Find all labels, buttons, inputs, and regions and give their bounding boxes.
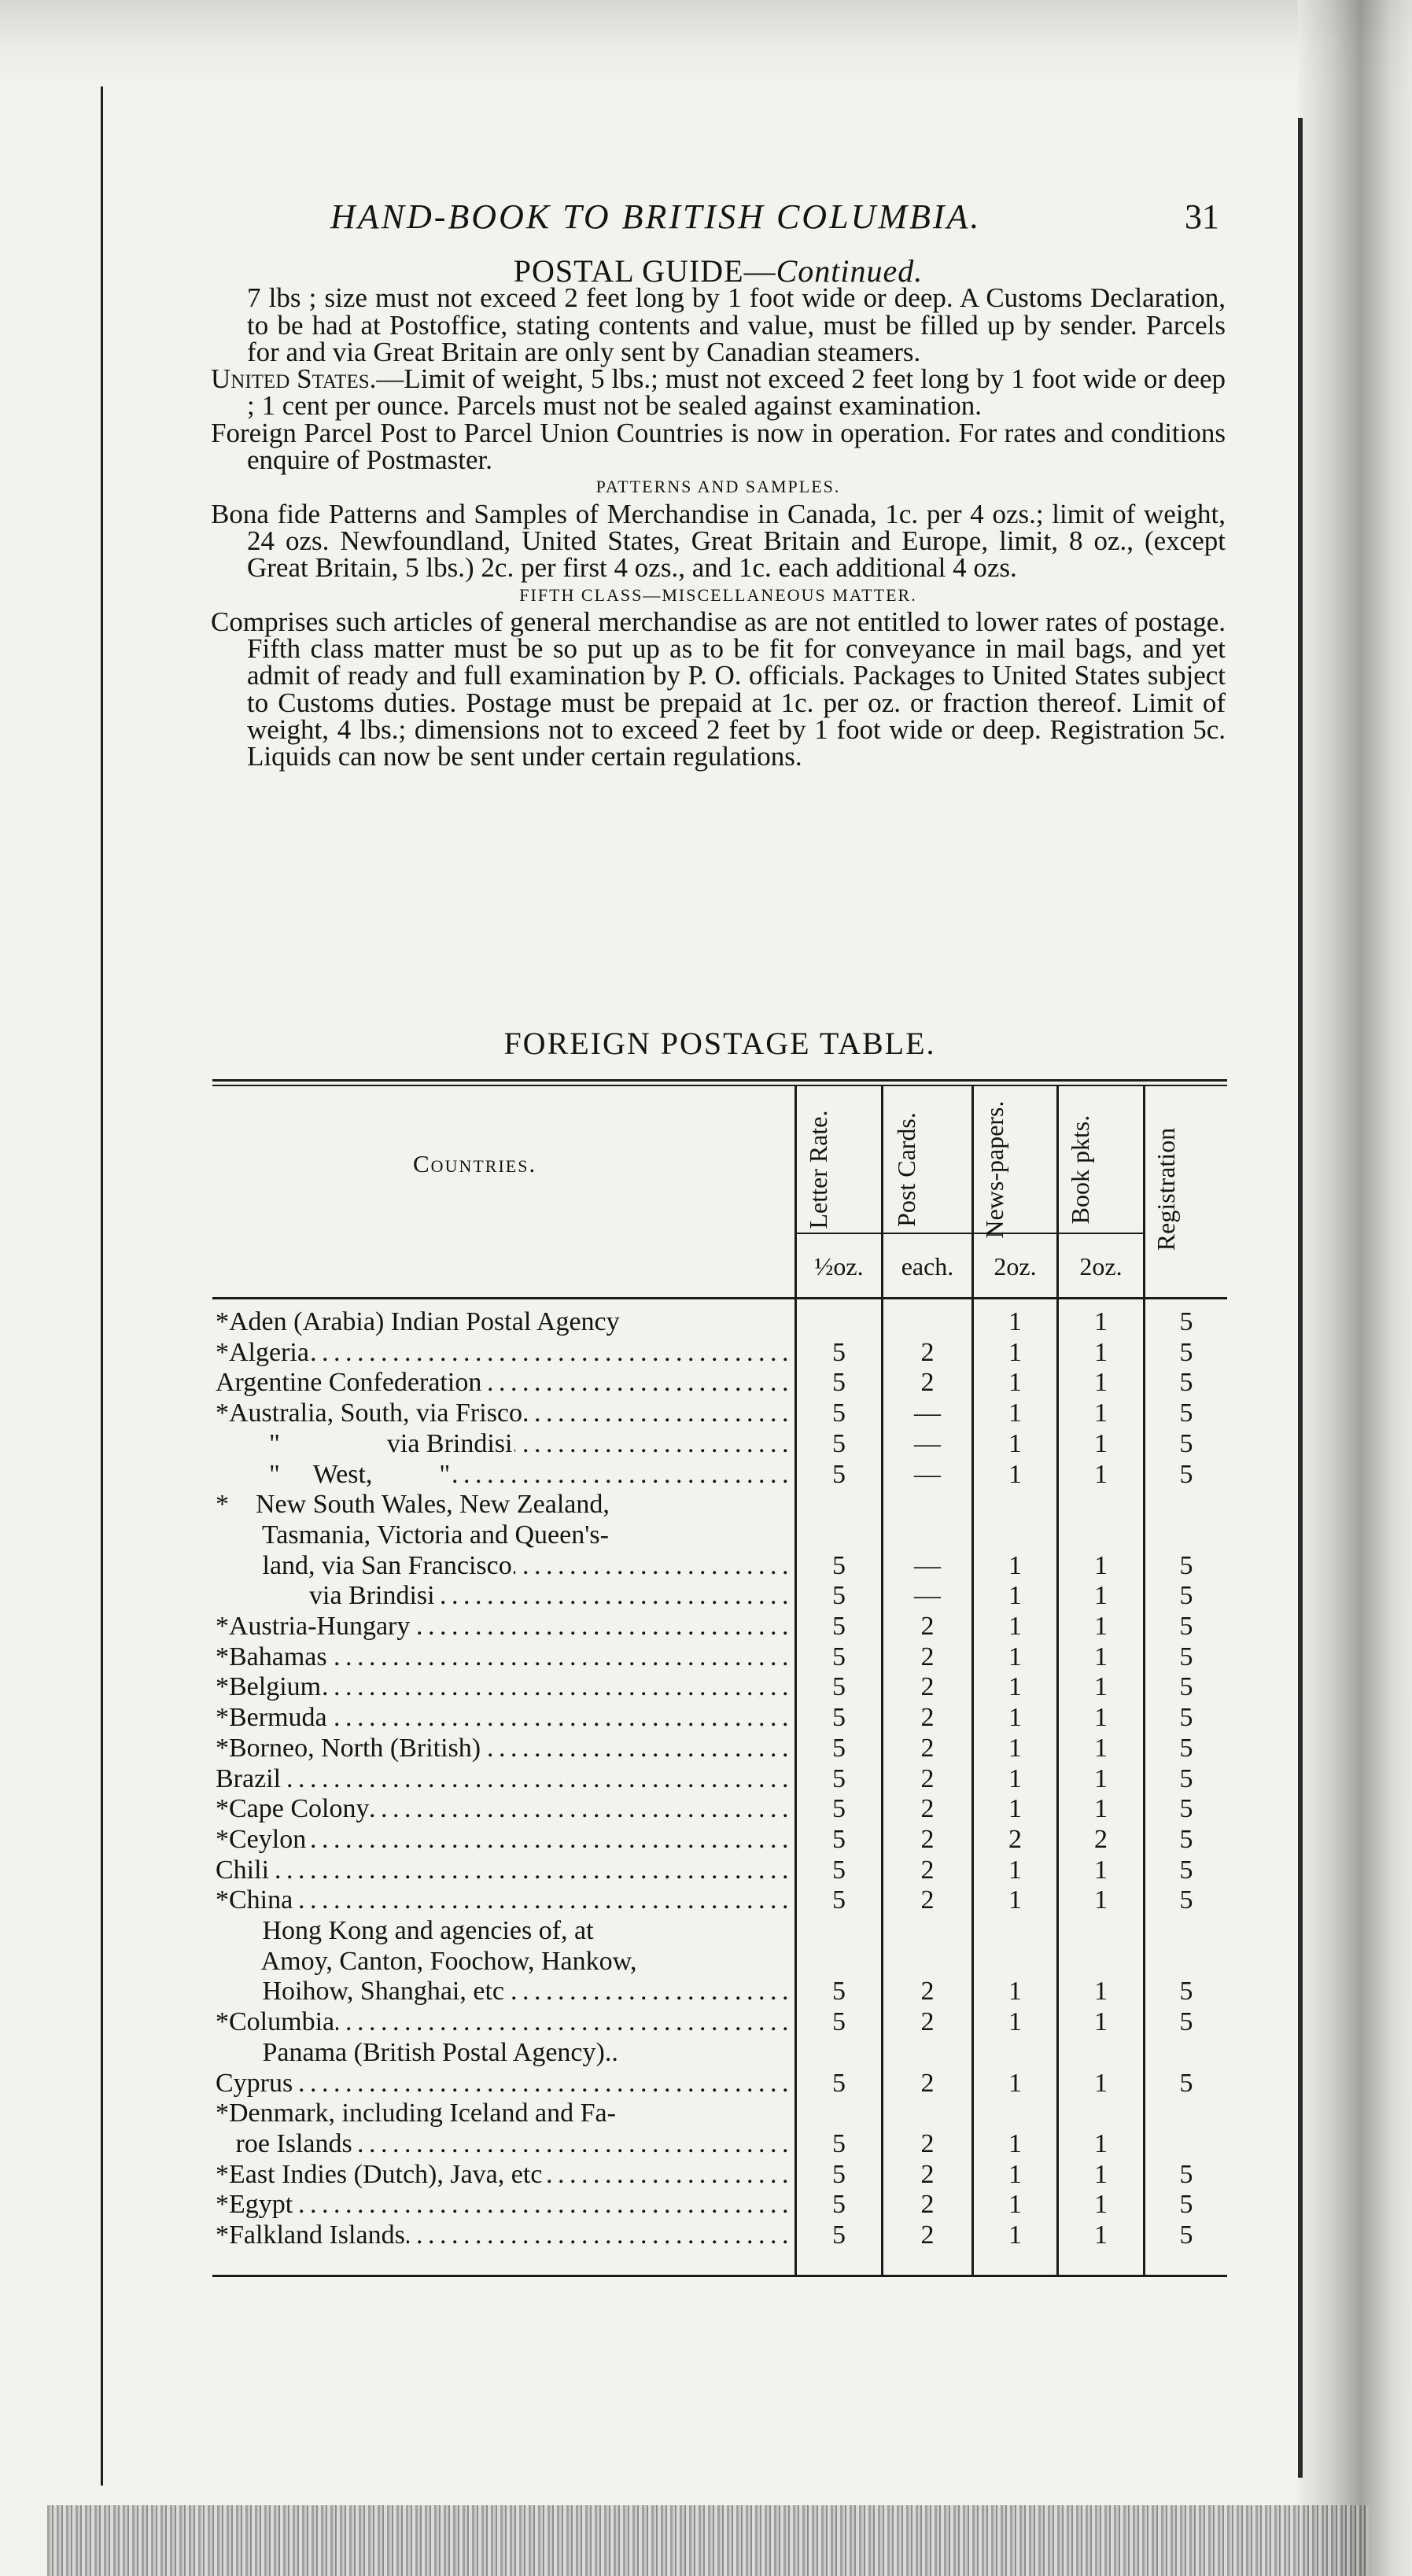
- reg-cell: 5: [1179, 1642, 1193, 1671]
- news-cell: 1: [1008, 2007, 1022, 2037]
- post-cell: 2: [920, 1672, 935, 1702]
- country-cell: [216, 2220, 790, 2250]
- country-cell: [216, 1612, 790, 1642]
- post-cell: 2: [920, 1763, 935, 1793]
- col-header-registration: Registration: [1152, 1127, 1180, 1251]
- country-cell: [216, 1307, 790, 1337]
- book-cell: [1059, 1916, 1143, 1946]
- post-cell: 2: [920, 1337, 935, 1367]
- reg-cell: [1145, 1916, 1227, 1946]
- country-name: *Egypt: [216, 2190, 293, 2220]
- reg-cell: 5: [1179, 1977, 1193, 2007]
- table-row: [212, 1885, 1227, 1915]
- unit-post-cards: each.: [901, 1252, 954, 1281]
- news-cell: [974, 2038, 1056, 2068]
- country-name: *Falkland Islands: [216, 2220, 405, 2250]
- post-cell: 2: [920, 1855, 935, 1885]
- table-row: [212, 1642, 1227, 1672]
- letter-cell: 5: [832, 1550, 846, 1580]
- reg-cell: 5: [1179, 1824, 1193, 1854]
- news-cell: 1: [1008, 1794, 1022, 1824]
- book-cell: 1: [1094, 1733, 1108, 1763]
- table-row: [212, 1490, 1227, 1520]
- reg-cell: [1145, 2038, 1227, 2068]
- book-cell: 1: [1094, 1612, 1108, 1641]
- country-name: *Ceylon: [216, 1824, 307, 1854]
- post-cell: [883, 1947, 971, 1977]
- table-row: [212, 1703, 1227, 1733]
- news-cell: 1: [1008, 1581, 1022, 1611]
- news-cell: 1: [1008, 1337, 1022, 1367]
- news-cell: 1: [1008, 1642, 1022, 1671]
- book-cell: [1059, 2038, 1143, 2068]
- table-row: [212, 1734, 1227, 1763]
- country-name: Amoy, Canton, Foochow, Hankow,: [216, 1946, 637, 1976]
- post-cell: —: [914, 1550, 941, 1580]
- country-name: *Denmark, including Iceland and Fa-: [216, 2099, 616, 2128]
- post-cell: [883, 1307, 971, 1337]
- post-cell: [883, 1916, 971, 1946]
- country-cell: [216, 1520, 790, 1550]
- table-row: [212, 2007, 1227, 2037]
- reg-cell: 5: [1179, 1459, 1193, 1489]
- table-bottom-rule: [212, 2275, 1227, 2277]
- table-row: [212, 1947, 1227, 1977]
- scan-edge-right: [1298, 0, 1412, 2576]
- table-row: [212, 2160, 1227, 2190]
- country-cell: [216, 1856, 790, 1885]
- news-cell: 1: [1008, 2220, 1022, 2250]
- country-cell: [216, 1734, 790, 1763]
- table-row: [212, 1916, 1227, 1946]
- post-cell: 2: [920, 2159, 935, 2189]
- table-row: [212, 1581, 1227, 1611]
- reg-cell: 5: [1179, 2068, 1193, 2098]
- col-header-newspapers: News-papers.: [980, 1100, 1008, 1239]
- reg-cell: 5: [1179, 1763, 1193, 1793]
- news-cell: 1: [1008, 2128, 1022, 2158]
- table-row: [212, 1399, 1227, 1428]
- letter-cell: 5: [832, 1794, 846, 1824]
- table-row: [212, 1307, 1227, 1337]
- country-name: *Bahamas: [216, 1642, 327, 1671]
- reg-cell: 5: [1179, 1612, 1193, 1641]
- book-cell: 1: [1094, 2007, 1108, 2037]
- letter-cell: 5: [832, 1977, 846, 2007]
- letter-cell: 5: [832, 1612, 846, 1641]
- table-row: [212, 1368, 1227, 1398]
- country-name: land, via San Francisco: [216, 1550, 512, 1580]
- reg-cell: 5: [1179, 2220, 1193, 2250]
- reg-cell: 5: [1179, 2159, 1193, 2189]
- letter-cell: 5: [832, 1672, 846, 1702]
- table-row: [212, 2129, 1227, 2159]
- letter-cell: 5: [832, 1368, 846, 1398]
- unit-newspapers: 2oz.: [994, 1252, 1037, 1281]
- country-name: " West, ": [216, 1459, 451, 1489]
- reg-cell: 5: [1179, 1337, 1193, 1367]
- post-cell: 2: [920, 1612, 935, 1641]
- post-cell: 2: [920, 2190, 935, 2220]
- page-outer-edge: [1298, 118, 1303, 2478]
- country-cell: [216, 1399, 790, 1428]
- book-cell: 1: [1094, 1885, 1108, 1915]
- book-cell: 1: [1094, 2190, 1108, 2220]
- news-cell: 1: [1008, 2190, 1022, 2220]
- table-title: FOREIGN POSTAGE TABLE.: [503, 1026, 936, 1061]
- book-cell: 1: [1094, 2159, 1108, 2189]
- reg-cell: 5: [1179, 1703, 1193, 1733]
- news-cell: 1: [1008, 2159, 1022, 2189]
- book-cell: 1: [1094, 1672, 1108, 1702]
- post-cell: 2: [920, 2220, 935, 2250]
- country-cell: [216, 1977, 790, 2007]
- letter-cell: 5: [832, 1459, 846, 1489]
- news-cell: 2: [1008, 1824, 1022, 1854]
- news-cell: 1: [1008, 1977, 1022, 2007]
- letter-cell: [797, 2038, 881, 2068]
- country-cell: [216, 2038, 790, 2068]
- table-row: [212, 1825, 1227, 1855]
- heading-fifth-class: FIFTH CLASS—MISCELLANEOUS MATTER.: [519, 584, 917, 605]
- country-name: Panama (British Postal Agency)..: [216, 2037, 618, 2067]
- table-row: [212, 1764, 1227, 1794]
- post-cell: —: [914, 1399, 941, 1428]
- letter-cell: [797, 1307, 881, 1337]
- book-cell: 1: [1094, 1550, 1108, 1580]
- book-cell: 1: [1094, 1337, 1108, 1367]
- book-cell: 1: [1094, 1794, 1108, 1824]
- news-cell: 1: [1008, 1550, 1022, 1580]
- news-cell: 1: [1008, 1855, 1022, 1885]
- post-cell: 2: [920, 1794, 935, 1824]
- reg-cell: 5: [1179, 1368, 1193, 1398]
- country-cell: [216, 1368, 790, 1398]
- letter-cell: 5: [832, 2068, 846, 2098]
- post-cell: 2: [920, 1368, 935, 1398]
- letter-cell: 5: [832, 1733, 846, 1763]
- news-cell: 1: [1008, 2068, 1022, 2098]
- book-cell: 1: [1094, 1855, 1108, 1885]
- section-title: [211, 253, 1226, 289]
- reg-cell: 5: [1179, 2007, 1193, 2037]
- book-cell: 1: [1094, 1428, 1108, 1458]
- country-cell: [216, 1460, 790, 1490]
- country-name: *Columbia: [216, 2007, 335, 2037]
- paragraph-parcel-union: Foreign Parcel Post to Parcel Union Countries is now in operation. For rates and conditions enquire of Postmaster.: [211, 417, 1226, 476]
- post-cell: —: [914, 1459, 941, 1489]
- table-row: [212, 2038, 1227, 2068]
- reg-cell: [1145, 1947, 1227, 1977]
- letter-cell: 5: [832, 2128, 846, 2158]
- country-name: *Cape Colony: [216, 1794, 370, 1824]
- united-states-lead: United States.: [211, 363, 377, 395]
- letter-cell: 5: [832, 1824, 846, 1854]
- table-row: [212, 2190, 1227, 2220]
- letter-cell: 5: [832, 1581, 846, 1611]
- reg-cell: [1145, 2099, 1227, 2128]
- news-cell: 1: [1008, 1368, 1022, 1398]
- reg-cell: 5: [1179, 1794, 1193, 1824]
- country-name: * New South Wales, New Zealand,: [216, 1490, 610, 1520]
- reg-cell: 5: [1179, 1307, 1193, 1336]
- post-cell: 2: [920, 1703, 935, 1733]
- book-cell: 1: [1094, 2220, 1108, 2250]
- news-cell: [974, 1490, 1056, 1520]
- table-row: [212, 2220, 1227, 2250]
- book-cell: [1059, 1490, 1143, 1520]
- post-cell: 2: [920, 1977, 935, 2007]
- post-cell: [883, 1520, 971, 1550]
- reg-cell: 5: [1179, 1885, 1193, 1915]
- letter-cell: 5: [832, 2190, 846, 2220]
- table-row: [212, 1977, 1227, 2007]
- section-title-main: POSTAL GUIDE—: [513, 253, 776, 289]
- country-cell: [216, 2099, 790, 2128]
- post-cell: [883, 2099, 971, 2128]
- running-header: [330, 197, 1219, 244]
- news-cell: 1: [1008, 1672, 1022, 1702]
- letter-cell: 5: [832, 1855, 846, 1885]
- reg-cell: 5: [1179, 1399, 1193, 1428]
- letter-cell: 5: [832, 1642, 846, 1671]
- table-row: [212, 1520, 1227, 1550]
- table-row: [212, 2099, 1227, 2128]
- book-cell: 1: [1094, 1368, 1108, 1398]
- table-row: [212, 1338, 1227, 1368]
- table-row: [212, 1551, 1227, 1581]
- table-row: [212, 2069, 1227, 2099]
- book-cell: 1: [1094, 1581, 1108, 1611]
- country-name: *Aden (Arabia) Indian Postal Agency: [216, 1307, 620, 1336]
- reg-cell: [1145, 1520, 1227, 1550]
- reg-cell: 5: [1179, 1428, 1193, 1458]
- paragraph-patterns: Bona fide Patterns and Samples of Merchandise in Canada, 1c. per 4 ozs.; limit of weight, 24 ozs. Newfoundland, United States, Great Britain and Europe, limit, 8 oz., (except Great Britain, 5 lbs.) 2c. per first 4 ozs., and 1c. each additional 4 ozs.: [211, 498, 1226, 584]
- book-cell: [1059, 1520, 1143, 1550]
- country-name: roe Islands: [216, 2128, 352, 2158]
- news-cell: 1: [1008, 1459, 1022, 1489]
- letter-cell: 5: [832, 1428, 846, 1458]
- book-cell: 1: [1094, 2068, 1108, 2098]
- table-row: [212, 1460, 1227, 1490]
- table-row: [212, 1794, 1227, 1824]
- country-name: *Bermuda: [216, 1703, 327, 1733]
- section-title-italic: Continued.: [776, 253, 924, 289]
- country-name: *Borneo, North (British): [216, 1733, 481, 1763]
- foreign-postage-table: [212, 1079, 1227, 2279]
- country-cell: [216, 1947, 790, 1977]
- country-name: *East Indies (Dutch), Java, etc: [216, 2159, 543, 2189]
- unit-book-packets: 2oz.: [1079, 1252, 1123, 1281]
- book-cell: 1: [1094, 1307, 1108, 1336]
- book-cell: 1: [1094, 1703, 1108, 1733]
- table-header-rule: [212, 1297, 1227, 1299]
- reg-cell: 5: [1179, 1672, 1193, 1702]
- post-cell: 2: [920, 1733, 935, 1763]
- letter-cell: 5: [832, 2159, 846, 2189]
- country-cell: [216, 2190, 790, 2220]
- scan-edge-bottom: [47, 2505, 1369, 2576]
- book-cell: 1: [1094, 1763, 1108, 1793]
- table-row: [212, 1429, 1227, 1459]
- table-row: [212, 1856, 1227, 1885]
- country-cell: [216, 2160, 790, 2190]
- news-cell: 1: [1008, 1612, 1022, 1641]
- country-cell: [216, 1490, 790, 1520]
- country-name: " via Brindisi: [216, 1428, 513, 1458]
- table-row: [212, 1612, 1227, 1642]
- country-cell: [216, 1764, 790, 1794]
- paragraph-parcel-limits: 7 lbs ; size must not exceed 2 feet long by 1 foot wide or deep. A Customs Declaration, to be had at Postoffice, stating contents and value, must be filled up by sender. Parcels for and via Great Britain are only sent by Canadian steamers.: [247, 282, 1226, 367]
- news-cell: [974, 2099, 1056, 2128]
- country-name: via Brindisi: [216, 1581, 435, 1611]
- reg-cell: [1145, 1490, 1227, 1520]
- news-cell: [974, 1916, 1056, 1946]
- paragraph-fifth-class: Comprises such articles of general merchandise as are not entitled to lower rates of postage. Fifth class matter must be so put up as to be fit for conveyance in mail bags, and yet admit of ready and full examination by P. O. officials. Packages to United States subject to Customs duties. Postage must be prepaid at 1c. per oz. or fraction thereof. Limit of weight, 4 lbs.; dimensions not to exceed 2 feet by 1 foot wide or deep. Registration 5c. Liquids can now be sent under certain regulations.: [211, 606, 1226, 772]
- reg-cell: 5: [1179, 1581, 1193, 1611]
- country-name: *Algeria: [216, 1337, 309, 1367]
- country-cell: [216, 1551, 790, 1581]
- col-header-post-cards: Post Cards.: [892, 1112, 920, 1227]
- running-title: HAND-BOOK TO BRITISH COLUMBIA.: [330, 197, 982, 236]
- united-states-text: —Limit of weight, 5 lbs.; must not exceed 2 feet long by 1 foot wide or deep ; 1 cent per ounce. Parcels must not be sealed against examination.: [247, 363, 1226, 422]
- unit-letter-rate: ½oz.: [814, 1252, 864, 1281]
- news-cell: 1: [1008, 1733, 1022, 1763]
- country-cell: [216, 1794, 790, 1824]
- news-cell: 1: [1008, 1703, 1022, 1733]
- letter-cell: 5: [832, 1399, 846, 1428]
- news-cell: [974, 1947, 1056, 1977]
- post-cell: 2: [920, 2007, 935, 2037]
- news-cell: 1: [1008, 1428, 1022, 1458]
- post-cell: —: [914, 1581, 941, 1611]
- paragraph-united-states: [211, 363, 1226, 422]
- book-cell: 1: [1094, 2128, 1108, 2158]
- col-header-letter-rate: Letter Rate.: [804, 1110, 832, 1229]
- post-cell: —: [914, 1428, 941, 1458]
- reg-cell: 5: [1179, 1550, 1193, 1580]
- col-header-book-packets: Book pkts.: [1066, 1115, 1094, 1225]
- country-cell: [216, 1642, 790, 1672]
- book-cell: 1: [1094, 1642, 1108, 1671]
- letter-cell: 5: [832, 1337, 846, 1367]
- post-cell: [883, 2038, 971, 2068]
- country-name: Tasmania, Victoria and Queen's-: [216, 1520, 609, 1550]
- book-cell: 1: [1094, 1459, 1108, 1489]
- country-name: *Australia, South, via Frisco: [216, 1399, 523, 1428]
- heading-patterns-samples: PATTERNS AND SAMPLES.: [595, 477, 841, 497]
- news-cell: 1: [1008, 1763, 1022, 1793]
- country-name: *Austria-Hungary: [216, 1612, 411, 1641]
- postal-guide-text: [211, 253, 1226, 772]
- book-cell: 2: [1094, 1824, 1108, 1854]
- country-name: *China: [216, 1885, 293, 1915]
- country-cell: [216, 1672, 790, 1702]
- country-cell: [216, 1429, 790, 1459]
- reg-cell: 5: [1179, 1733, 1193, 1763]
- country-cell: [216, 2129, 790, 2159]
- letter-cell: 5: [832, 1885, 846, 1915]
- scan-edge-top: [0, 0, 1412, 87]
- country-name: Brazil: [216, 1763, 282, 1793]
- country-name: *Belgium: [216, 1672, 322, 1702]
- table-row: [212, 1672, 1227, 1702]
- post-cell: [883, 1490, 971, 1520]
- book-cell: [1059, 2099, 1143, 2128]
- reg-cell: 5: [1179, 1855, 1193, 1885]
- letter-cell: 5: [832, 2007, 846, 2037]
- letter-cell: [797, 1490, 881, 1520]
- country-cell: [216, 2007, 790, 2037]
- post-cell: 2: [920, 2128, 935, 2158]
- reg-cell: 5: [1179, 2190, 1193, 2220]
- country-name: Cyprus: [216, 2068, 293, 2098]
- country-cell: [216, 1916, 790, 1946]
- news-cell: 1: [1008, 1399, 1022, 1428]
- country-cell: [216, 1825, 790, 1855]
- post-cell: 2: [920, 1885, 935, 1915]
- country-name: Argentine Confederation: [216, 1368, 482, 1398]
- letter-cell: [797, 2099, 881, 2128]
- reg-cell: [1145, 2129, 1227, 2159]
- country-cell: [216, 1581, 790, 1611]
- country-name: Hoihow, Shanghai, etc: [216, 1977, 505, 2007]
- letter-cell: 5: [832, 2220, 846, 2250]
- post-cell: 2: [920, 2068, 935, 2098]
- country-cell: [216, 2069, 790, 2099]
- col-header-countries: Countries.: [413, 1150, 537, 1177]
- country-name: Chili: [216, 1855, 270, 1885]
- news-cell: 1: [1008, 1307, 1022, 1336]
- news-cell: 1: [1008, 1885, 1022, 1915]
- letter-cell: [797, 1916, 881, 1946]
- letter-cell: 5: [832, 1763, 846, 1793]
- country-name: Hong Kong and agencies of, at: [216, 1916, 594, 1945]
- country-cell: [216, 1338, 790, 1368]
- table-top-rule: [212, 1079, 1227, 1082]
- page-binding-edge: [101, 87, 103, 2486]
- book-cell: 1: [1094, 1977, 1108, 2007]
- book-cell: [1059, 1947, 1143, 1977]
- letter-cell: 5: [832, 1703, 846, 1733]
- news-cell: [974, 1520, 1056, 1550]
- country-cell: [216, 1885, 790, 1915]
- letter-cell: [797, 1947, 881, 1977]
- book-cell: 1: [1094, 1399, 1108, 1428]
- country-cell: [216, 1703, 790, 1733]
- page-number: 31: [1185, 197, 1219, 236]
- post-cell: 2: [920, 1824, 935, 1854]
- letter-cell: [797, 1520, 881, 1550]
- post-cell: 2: [920, 1642, 935, 1671]
